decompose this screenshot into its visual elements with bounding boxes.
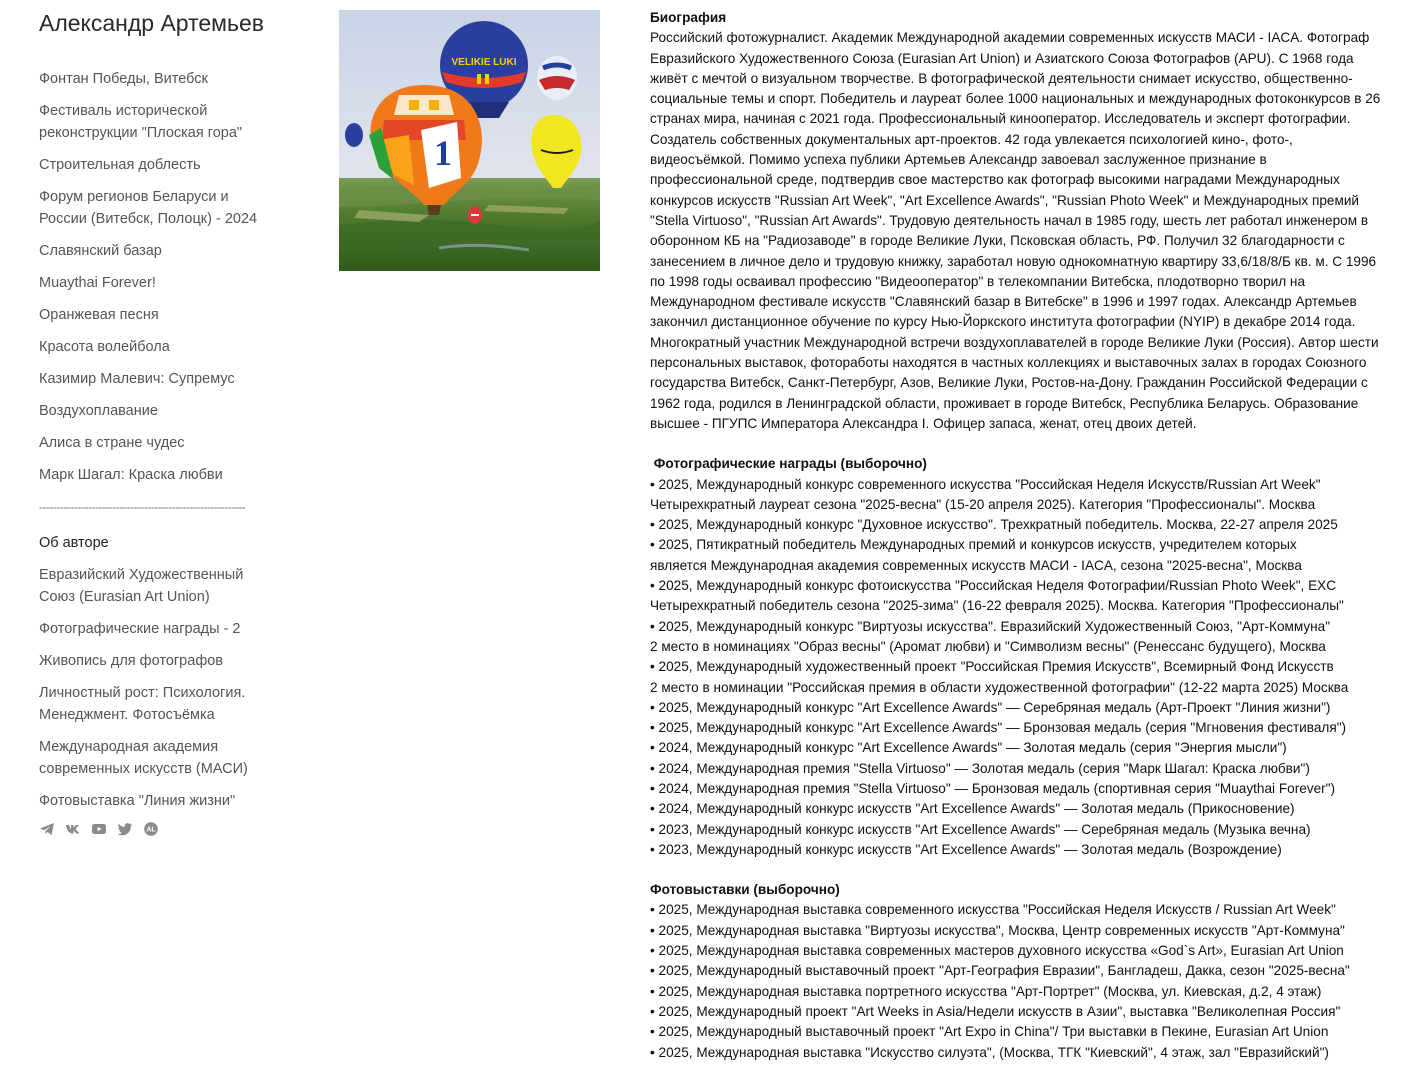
award-item: • 2024, Международная премия "Stella Virtuoso" — Бронзовая медаль (спортивная серия "Muaythai Forever"): [650, 780, 1336, 796]
nav-item-volleyball[interactable]: Красота волейбола: [39, 339, 170, 355]
nav-item-lifeline[interactable]: Фотовыставка "Линия жизни": [39, 793, 236, 809]
nav-item-eurasian-union[interactable]: Евразийский Художественный Союз (Eurasian Art Union): [39, 567, 244, 605]
nav-item-fountain[interactable]: Фонтан Победы, Витебск: [39, 71, 208, 87]
hero-photo-balloons[interactable]: [339, 10, 600, 271]
nav-item-chagall[interactable]: Марк Шагал: Краска любви: [39, 467, 223, 483]
nav-item-forum[interactable]: Форум регионов Беларуси и России (Витебск, Полоцк) - 2024: [39, 189, 258, 227]
exhibition-item: • 2025, Международная выставка современного искусства "Российская Неделя Искусств / Russian Art Week": [650, 902, 1336, 918]
award-item: • 2023, Международный конкурс искусств "Art Excellence Awards" — Серебряная медаль (Музыка вечна): [650, 821, 1311, 837]
exhibitions-section: [650, 880, 1390, 1063]
award-item: • 2025, Международный конкурс фотоискусства "Российская Неделя Фотографии/Russian Photo Week", EXC: [650, 578, 1337, 594]
nav-item-orange-song[interactable]: Оранжевая песня: [39, 307, 159, 323]
exhibitions-heading: Фотовыставки (выборочно): [650, 882, 840, 898]
exhibition-item: • 2025, Международная выставка "Искусство силуэта", (Москва, ТГК "Киевский", 4 этаж, зал "Евразийский"): [650, 1044, 1329, 1060]
nav-item-slavic-bazaar[interactable]: Славянский базар: [39, 243, 162, 259]
award-item: Четырехкратный лауреат сезона "2025-весна" (15-20 апреля 2025). Категория "Профессионалы". Москва: [650, 496, 1316, 512]
sidebar: [39, 8, 279, 836]
award-item: • 2025, Международный художественный проект "Российская Премия Искусств", Всемирный Фонд Искусств: [650, 659, 1334, 675]
nav-item-about[interactable]: Об авторе: [39, 535, 109, 551]
nav-item-malevich[interactable]: Казимир Малевич: Супремус: [39, 371, 235, 387]
award-item: • 2024, Международный конкурс искусств "Art Excellence Awards" — Золотая медаль (Прикосновение): [650, 801, 1295, 817]
nav-item-alice[interactable]: Алиса в стране чудес: [39, 435, 185, 451]
awards-section: [650, 454, 1390, 860]
award-item: • 2025, Международный конкурс современного искусства "Российская Неделя Искусств/Russian Art Week": [650, 476, 1321, 492]
award-item: • 2023, Международный конкурс искусств "Art Excellence Awards" — Золотая медаль (Возрождение): [650, 841, 1282, 857]
award-item: 2 место в номинации "Российская премия в области художественной фотографии" (12-22 марта 2025) Москва: [650, 679, 1349, 695]
site-title[interactable]: Александр Артемьев: [39, 10, 264, 36]
biography-heading: Биография: [650, 10, 727, 25]
exhibition-item: • 2025, Международная выставка портретного искусства "Арт-Портрет" (Москва, ул. Киевская, д.2, 4 этаж): [650, 983, 1322, 999]
award-item: • 2024, Международный конкурс "Art Excellence Awards" — Золотая медаль (серия "Энергия мысли"): [650, 740, 1287, 756]
award-item: Четырехкратный победитель сезона "2025-зима" (16-22 февраля 2025). Москва. Категория "Профессионалы": [650, 598, 1344, 614]
award-item: • 2025, Международный конкурс "Art Excellence Awards" — Серебряная медаль (Арт-Проект "Линия жизни"): [650, 699, 1331, 715]
telegram-icon[interactable]: [39, 822, 55, 836]
award-item: • 2024, Международная премия "Stella Virtuoso" — Золотая медаль (серия "Марк Шагал: Краска любви"): [650, 760, 1310, 776]
nav-item-painting[interactable]: Живопись для фотографов: [39, 653, 224, 669]
vk-icon[interactable]: [65, 822, 81, 836]
twitter-icon[interactable]: [117, 822, 133, 836]
award-item: • 2025, Международный конкурс "Art Excellence Awards" — Бронзовая медаль (серия "Мгновения фестиваля"): [650, 720, 1347, 736]
nav-item-muaythai[interactable]: Muaythai Forever!: [39, 275, 156, 291]
nav-item-awards-2[interactable]: Фотографические награды - 2: [39, 621, 241, 637]
nav-item-academy[interactable]: Международная академия современных искусств (МАСИ): [39, 739, 248, 777]
exhibition-item: • 2025, Международная выставка "Виртуозы искусства", Москва, Центр современных искусств "Арт-Коммуна": [650, 922, 1345, 938]
main-content: [650, 8, 1390, 1063]
nav-list: [39, 68, 279, 486]
exhibition-item: • 2025, Международный выставочный проект "Art Expo in China"/ Три выставки в Пекине, Eurasian Art Union: [650, 1024, 1329, 1040]
award-item: является Международная академия современных искусств МАСИ - IACA, сезона "2025-весна", Москва: [650, 557, 1302, 573]
nav-item-reconstruction[interactable]: Фестиваль исторической реконструкции "Плоская гора": [39, 103, 243, 141]
balloon-text-a: VELIKIE LUKI: [451, 57, 517, 68]
exhibition-item: • 2025, Международный выставочный проект "Арт-География Евразии", Бангладеш, Дакка, сезон "2025-весна": [650, 963, 1350, 979]
nav-divider: -----------------------------------------------------------: [39, 500, 246, 514]
award-item: • 2025, Пятикратный победитель Международных премий и конкурсов искусств, учредителем которых: [650, 537, 1297, 553]
award-item: • 2025, Международный конкурс "Виртуозы искусства". Евразийский Художественный Союз, "Арт-Коммуна": [650, 618, 1331, 634]
nav-item-growth[interactable]: Личностный рост: Психология. Менеджмент. Фотосъёмка: [39, 685, 246, 723]
balloon-text-b: 1: [434, 133, 452, 173]
nav-item-construction[interactable]: Строительная доблесть: [39, 157, 201, 173]
nav-item-ballooning[interactable]: Воздухоплавание: [39, 403, 158, 419]
social-links: [39, 822, 279, 836]
award-item: • 2025, Международный конкурс "Духовное искусство". Трехкратный победитель. Москва, 22-27 апреля 2025: [650, 517, 1338, 533]
biography-text: Российский фотожурналист. Академик Международной академии современных искусств МАСИ - IACA. Фотограф Евразийского Художественного Союза (Eurasian Art Union) и Азиатского Союза Фотографов (APU). С 1968 года живёт с мечтой о визуальном творчестве. В фотографической деятельности снимает искусство, общественно-социальные темы и спорт. Победитель и лауреат более 1000 национальных и международных фотоконкурсов в 26 странах мира, начиная с 2021 года. Профессиональный кинооператор. Исследователь и эксперт фотографии. Создатель собственных документальных арт-проектов. 42 года увлекается психологией кино-, фото-, видеосъёмкой. Помимо успеха публики Артемьев Александр завоевал заслуженное признание в профессиональной среде, подтвердив свое мастерство как фотограф высокими наградами Международных конкурсов искусств "Russian Art Week", "Art Excellence Awards", "Russian Photo Week" и Международных премий "Stella Virtuoso", "Russian Art Awards". Трудовую деятельность начал в 1985 году, шесть лет работал инженером в оборонном КБ на "Радиозаводе" в городе Великие Луки, Псковская область, РФ. Получил 32 благодарности с занесением в личное дело и трудовую книжку, заработал новую однокомнатную квартиру 33,6/18/8/Б кв. м. С 1996 по 1998 годы осваивал профессию "Видеооператор" в телекомпании Витебска, плодотворно творил на Международном фестивале искусств "Славянский базар в Витебске" в 1996 и 1997 годах. Александр Артемьев закончил дистанционное обучение по курсу Нью-Йоркского института фотографии (NYIP) в декабре 2014 года. Многократный участник Международной встречи воздухоплавателей в городе Великие Луки (Россия). Автор шести персональных выставок, фотоработы находятся в частных коллекциях и выставочных залах в городах Союзного государства Витебск, Санкт-Петербург, Азов, Великие Луки, Ростов-на-Дону. Гражданин Российской Федерации с 1962 года, родился в Ленинградской области, проживает в городе Витебск, Республика Беларусь. Образование высшее - ПГУПС Императора Александра I. Офицер запаса, женат, отец двоих детей.: [650, 30, 1381, 431]
biography-section: [650, 8, 1390, 434]
youtube-icon[interactable]: [91, 822, 107, 836]
al-icon[interactable]: [143, 822, 159, 836]
exhibition-item: • 2025, Международный проект "Art Weeks in Asia/Недели искусств в Азии", выставка "Великолепная Россия": [650, 1003, 1341, 1019]
award-item: 2 место в номинациях "Образ весны" (Аромат любви) и "Символизм весны" (Ренессанс будущего), Москва: [650, 638, 1326, 654]
awards-heading: Фотографические награды (выборочно): [650, 456, 927, 472]
exhibition-item: • 2025, Международная выставка современных мастеров духовного искусства «God`s Art», Eurasian Art Union: [650, 943, 1344, 959]
al-icon-text: AL: [146, 826, 156, 834]
